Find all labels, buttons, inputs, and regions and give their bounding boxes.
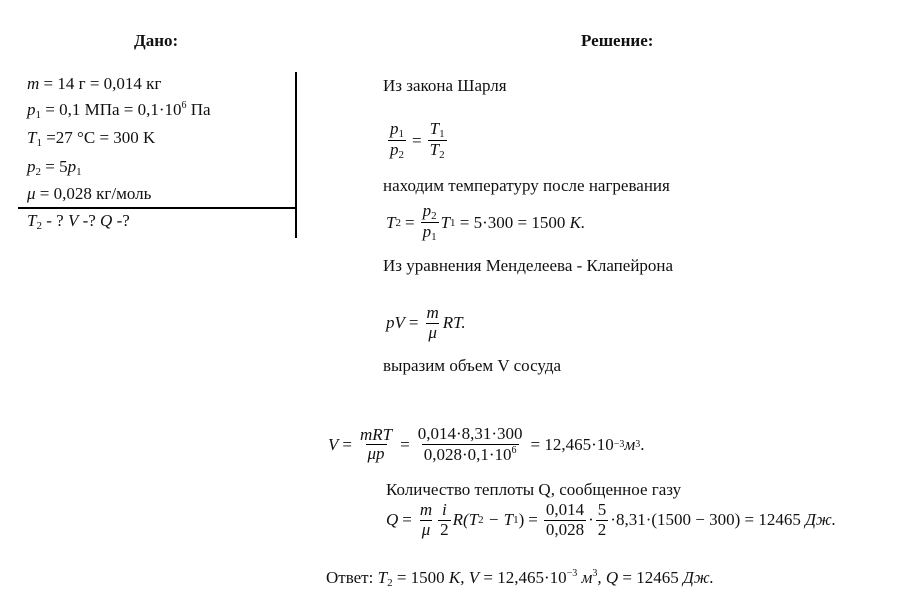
given-temperature-1: $T_1 =27$ °C = 300 K <box>27 128 156 149</box>
given-find: $T_2$ - ? V -? Q -? <box>27 211 130 232</box>
given-pressure-2: $p_2 = 5p_1$ <box>27 157 82 178</box>
given-horizontal-divider <box>18 207 296 209</box>
given-mass: m = 14 г = 0,014 кг <box>27 74 162 93</box>
charles-law-equation: $\frac{p_1}{p_2}$ = $\frac{T_1}{T_2}$ <box>390 119 445 162</box>
heat-text: Количество теплоты Q, сообщенное газу <box>386 480 682 499</box>
volume-equation: V = $\frac{\text{mRT}}{\mu p}$ = $\frac{0,014\cdot 8,31\cdot 300}{0,028\cdot 0,1\cdot 10^6}$ = 12,465·10 −3 м 3 . <box>328 424 645 464</box>
heat-equation: Q = $\frac{m}{\mu}$ $\frac{i}{2}$ R(T 2 − T 1 ) = $\frac{0,014}{0,028}$ · $\frac{5}{2}$ ·8,31·(1500 − 300) = 12465 Дж. <box>386 500 836 539</box>
charles-law-text: Из закона Шарля <box>383 76 507 95</box>
mendeleev-text: Из уравнения Менделеева - Клапейрона <box>383 256 674 275</box>
given-title: Дано: <box>134 31 179 50</box>
given-pressure-1: $p_1 = 0,1$ МПа = $0,1\cdot 10^6$ Па <box>27 100 211 121</box>
ideal-gas-equation: pV = $\frac{m}{\mu}$ RT. <box>386 303 466 342</box>
given-molar-mass: μ = 0,028 кг/моль <box>27 184 152 203</box>
answer-line: Ответ: $T_2 = 1500$ K, $V = 12,465\cdot 10^{-3}$ $м^3$, Q = 12465 Дж. <box>326 568 714 589</box>
temperature-equation: T 2 = $\frac{p_2}{p_1}$ T 1 = 5·300 = 1500 K. <box>386 201 586 244</box>
solution-title: Решение: <box>581 31 654 50</box>
given-vertical-divider <box>295 72 297 238</box>
temperature-text: находим температуру после нагревания <box>383 176 670 195</box>
volume-text: выразим объем V сосуда <box>383 356 562 375</box>
